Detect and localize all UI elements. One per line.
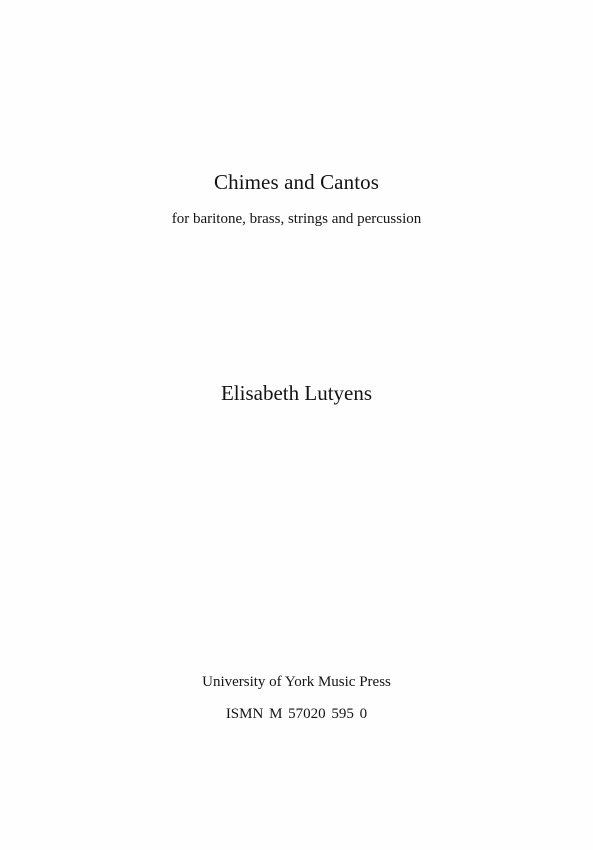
composer-name: Elisabeth Lutyens — [220, 381, 373, 405]
publisher-name: University of York Music Press — [202, 674, 391, 690]
instrumentation-subtitle: for baritone, brass, strings and percussion — [171, 211, 422, 227]
work-title: Chimes and Cantos — [213, 170, 380, 194]
ismn-number: ISMN M 57020 595 0 — [225, 706, 368, 722]
